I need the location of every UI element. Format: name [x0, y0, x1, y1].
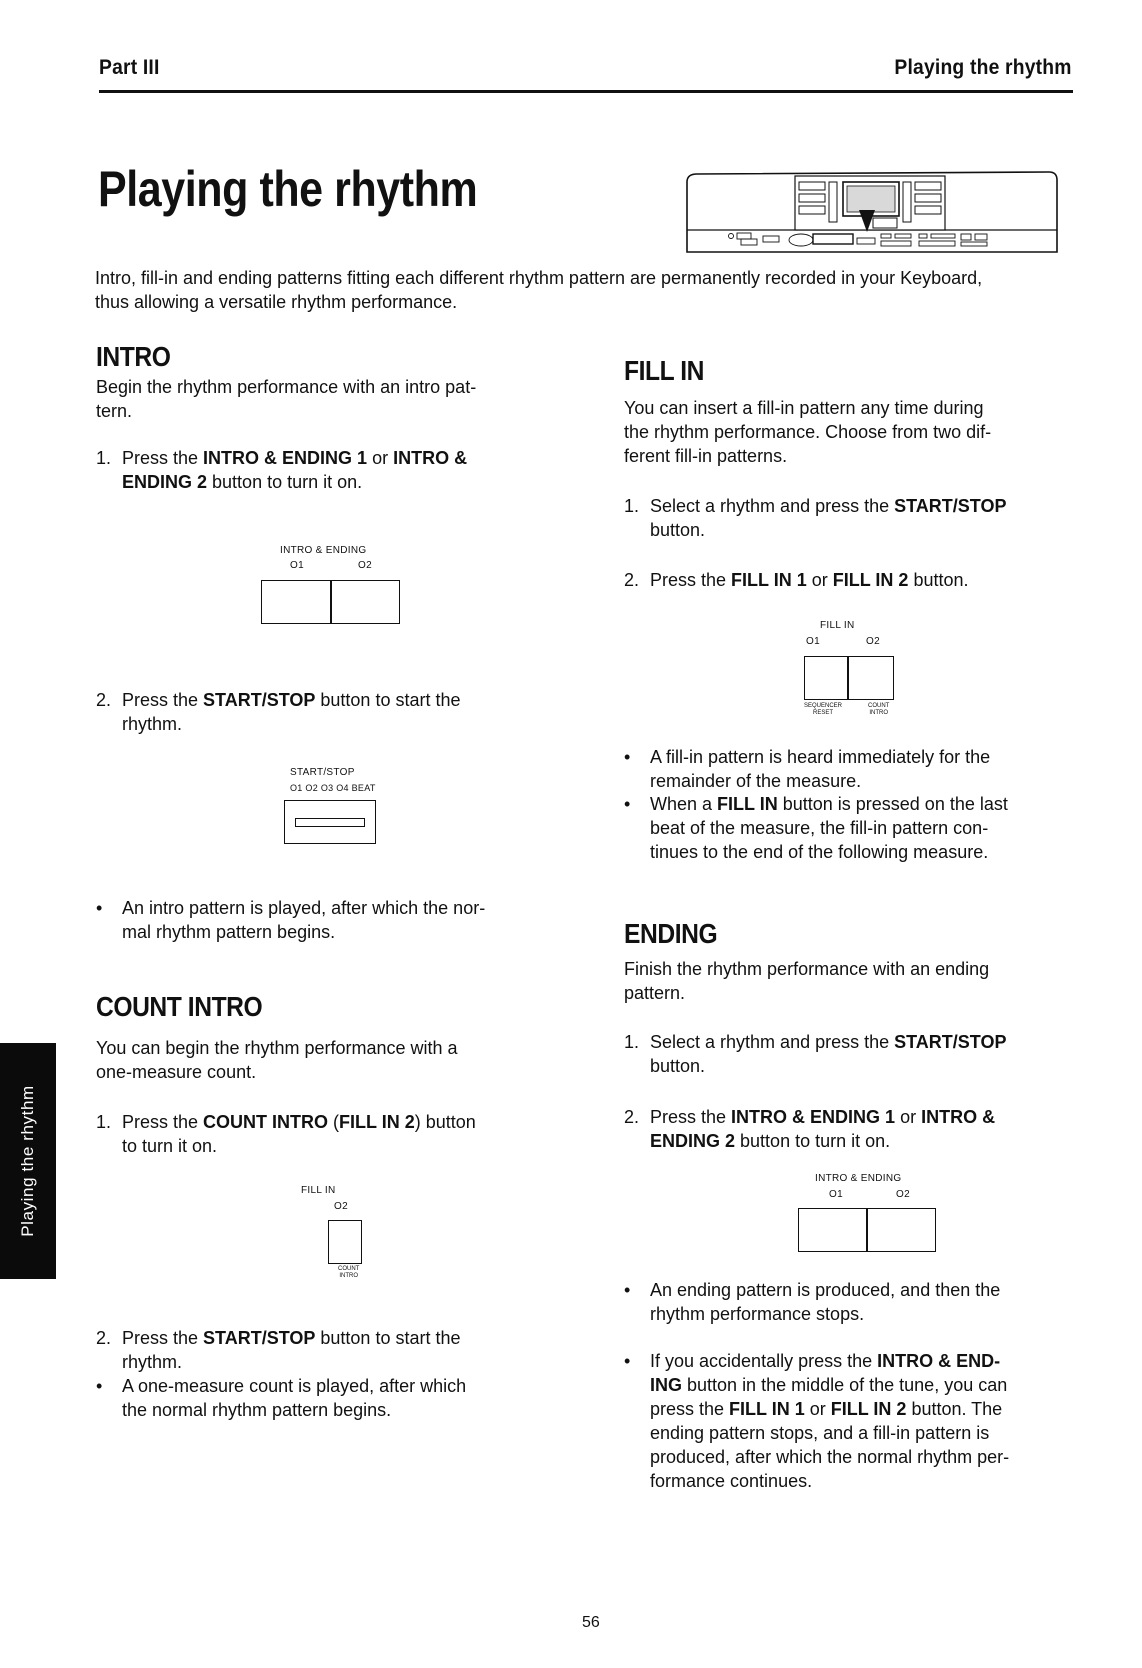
- sublabel-line: RESET: [813, 710, 834, 716]
- page-number: 56: [582, 1614, 600, 1631]
- sublabel-line: INTRO: [869, 710, 888, 716]
- button-divider: [866, 1209, 868, 1251]
- step-text: button.: [908, 570, 969, 590]
- fill-in-description: [624, 396, 991, 468]
- bullet-text: or: [804, 1399, 831, 1419]
- step-text: Select a rhythm and press the: [650, 1032, 895, 1052]
- bullet-text: An intro pattern is played, after which the nor-: [122, 898, 486, 918]
- step-text: or: [367, 448, 394, 468]
- sublabel-line: COUNT: [338, 1266, 360, 1272]
- ending-step-2: [624, 1105, 1074, 1153]
- fill-in-figure-number-2: O2: [866, 636, 880, 647]
- side-chapter-tab-label: Playing the rhythm: [18, 1085, 37, 1237]
- ending-intro-ending-button-group: [798, 1208, 936, 1252]
- step-text: button.: [650, 1056, 706, 1076]
- ending-step-1: [624, 1030, 1074, 1078]
- bullet-text: remainder of the measure.: [650, 771, 862, 791]
- step-text: or: [895, 1107, 922, 1127]
- count-intro-description-line: one-measure count.: [96, 1062, 257, 1082]
- count-intro-step-2: [96, 1326, 566, 1374]
- bullet-text: rhythm performance stops.: [650, 1304, 865, 1324]
- button-name: ENDING 2: [650, 1131, 736, 1151]
- intro-bullet: [96, 896, 566, 944]
- bullet-text: An ending pattern is produced, and then the: [650, 1280, 1001, 1300]
- ending-bullet-2: [624, 1349, 1074, 1493]
- fill-in-step-1: [624, 494, 1074, 542]
- intro-description-line: tern.: [96, 401, 133, 421]
- button-name: ENDING 2: [122, 472, 208, 492]
- step-text: Press the: [122, 690, 204, 710]
- step-text: ) button: [414, 1112, 476, 1132]
- button-name: INTRO &: [921, 1107, 996, 1127]
- step-text: button to start the: [315, 690, 461, 710]
- fill-in-figure-label: FILL IN: [820, 620, 855, 631]
- button-name: FILL IN 1: [729, 1399, 805, 1419]
- section-heading-fill-in: FILL IN: [624, 355, 704, 386]
- step-text: button to turn it on.: [207, 472, 363, 492]
- bullet-dot: •: [624, 1351, 631, 1371]
- button-name: INTRO &: [393, 448, 468, 468]
- button-name: FILL IN 1: [731, 570, 807, 590]
- count-intro-step-1: [96, 1110, 566, 1158]
- count-intro-bullet: [96, 1374, 566, 1422]
- page-title: Playing the rhythm: [98, 161, 478, 217]
- bullet-text: If you accidentally press the: [650, 1351, 878, 1371]
- bullet-text: ending pattern stops, and a fill-in pattern is: [650, 1423, 990, 1443]
- intro-ending-figure-number-2: O2: [358, 560, 372, 571]
- fill-in-bullet-1: [624, 745, 1074, 793]
- button-name: START/STOP: [894, 1032, 1007, 1052]
- intro-description-line: Begin the rhythm performance with an intro pat-: [96, 377, 477, 397]
- bullet-text: beat of the measure, the fill-in pattern con-: [650, 818, 989, 838]
- intro-ending-figure-label: INTRO & ENDING: [280, 545, 367, 556]
- button-name: FILL IN 2: [339, 1112, 415, 1132]
- fill-in-button-group: [804, 656, 894, 700]
- count-intro-figure-number: O2: [334, 1201, 348, 1212]
- button-divider: [847, 657, 849, 699]
- keyboard-panel-illustration: [683, 168, 1061, 268]
- bullet-dot: •: [624, 794, 631, 814]
- button-name: INTRO & ENDING 1: [203, 448, 368, 468]
- bullet-text: the normal rhythm pattern begins.: [122, 1400, 392, 1420]
- button-divider: [330, 581, 332, 623]
- step-text: Press the: [122, 1328, 204, 1348]
- bullet-text: formance continues.: [650, 1471, 813, 1491]
- fill-in-figure-number-1: O1: [806, 636, 820, 647]
- ending-figure-number-1: O1: [829, 1189, 843, 1200]
- step-text: to turn it on.: [122, 1136, 218, 1156]
- intro-paragraph: Intro, fill-in and ending patterns fitting each different rhythm pattern are permanently recorded in your Keyboard, thus allowing a versatile rhythm performance.: [95, 268, 983, 312]
- count-intro-description-line: You can begin the rhythm performance with a: [96, 1038, 458, 1058]
- intro-ending-figure-number-1: O1: [290, 560, 304, 571]
- bullet-dot: •: [624, 747, 631, 767]
- step-text: rhythm.: [122, 714, 183, 734]
- intro-step-2: [96, 688, 556, 736]
- bullet-text: When a: [650, 794, 718, 814]
- bullet-dot: •: [96, 1376, 103, 1396]
- ending-description-line: Finish the rhythm performance with an ending: [624, 959, 990, 979]
- header-part-label: Part III: [99, 56, 160, 79]
- bullet-text: button is pressed on the last: [777, 794, 1008, 814]
- button-name: INTRO & END-: [877, 1351, 1001, 1371]
- section-heading-intro: INTRO: [96, 341, 171, 372]
- fill-in-sublabel-right: [868, 703, 889, 717]
- step-text: button to start the: [315, 1328, 461, 1348]
- bullet-text: button. The: [906, 1399, 1003, 1419]
- bullet-text: press the: [650, 1399, 730, 1419]
- section-heading-ending: ENDING: [624, 918, 718, 949]
- bullet-text: produced, after which the normal rhythm per-: [650, 1447, 1010, 1467]
- count-intro-button-sublabel: [338, 1266, 359, 1280]
- step-text: Select a rhythm and press the: [650, 496, 895, 516]
- header-section-label: Playing the rhythm: [894, 56, 1072, 79]
- side-chapter-tab: [0, 1043, 56, 1279]
- button-name: START/STOP: [203, 1328, 316, 1348]
- step-text: Press the: [122, 448, 204, 468]
- step-number: 1.: [96, 1112, 112, 1132]
- ending-figure-number-2: O2: [896, 1189, 910, 1200]
- bullet-dot: •: [96, 898, 103, 918]
- button-name: START/STOP: [203, 690, 316, 710]
- bullet-text: tinues to the end of the following measure.: [650, 842, 989, 862]
- step-text: (: [328, 1112, 340, 1132]
- bullet-text: button in the middle of the tune, you can: [682, 1375, 1008, 1395]
- bullet-dot: •: [624, 1280, 631, 1300]
- step-text: Press the: [122, 1112, 204, 1132]
- ending-figure-label: INTRO & ENDING: [815, 1173, 902, 1184]
- fill-in-step-2: [624, 568, 1074, 592]
- start-stop-button-slot: [295, 818, 365, 827]
- button-name: ING: [650, 1375, 683, 1395]
- intro-step-1: [96, 446, 556, 494]
- start-stop-button: [284, 800, 376, 844]
- ending-description-line: pattern.: [624, 983, 686, 1003]
- section-heading-count-intro: COUNT INTRO: [96, 991, 263, 1022]
- fill-in-description-line: the rhythm performance. Choose from two dif-: [624, 422, 992, 442]
- count-intro-description: [96, 1036, 458, 1084]
- header-rule: [99, 90, 1073, 93]
- button-name: FILL IN 2: [832, 570, 909, 590]
- step-number: 2.: [624, 570, 640, 590]
- bullet-text: mal rhythm pattern begins.: [122, 922, 336, 942]
- step-text: or: [806, 570, 833, 590]
- start-stop-beat-indicators: O1 O2 O3 O4 BEAT: [290, 783, 376, 793]
- fill-in-description-line: ferent fill-in patterns.: [624, 446, 788, 466]
- button-name: START/STOP: [894, 496, 1007, 516]
- button-name: FILL IN 2: [830, 1399, 907, 1419]
- sublabel-line: SEQUENCER: [804, 703, 843, 709]
- step-number: 1.: [624, 1032, 640, 1052]
- start-stop-figure-label: START/STOP: [290, 767, 355, 778]
- fill-in-2-count-intro-button: [328, 1220, 362, 1264]
- step-number: 2.: [624, 1107, 640, 1127]
- button-name: COUNT INTRO: [203, 1112, 329, 1132]
- ending-description: [624, 957, 989, 1005]
- sublabel-line: INTRO: [339, 1273, 358, 1279]
- fill-in-bullet-2: [624, 792, 1074, 864]
- step-text: button to turn it on.: [735, 1131, 891, 1151]
- bullet-text: A one-measure count is played, after which: [122, 1376, 467, 1396]
- count-intro-figure-label: FILL IN: [301, 1185, 336, 1196]
- step-text: button.: [650, 520, 706, 540]
- button-name: FILL IN: [717, 794, 778, 814]
- bullet-text: A fill-in pattern is heard immediately for the: [650, 747, 991, 767]
- step-text: Press the: [650, 570, 732, 590]
- fill-in-sublabel-left: [804, 703, 842, 717]
- fill-in-description-line: You can insert a fill-in pattern any time during: [624, 398, 984, 418]
- step-text: Press the: [650, 1107, 732, 1127]
- intro-ending-button-group: [261, 580, 400, 624]
- step-number: 2.: [96, 1328, 112, 1348]
- step-text: rhythm.: [122, 1352, 183, 1372]
- step-number: 1.: [624, 496, 640, 516]
- sublabel-line: COUNT: [868, 703, 890, 709]
- ending-bullet-1: [624, 1278, 1074, 1326]
- button-name: INTRO & ENDING 1: [731, 1107, 896, 1127]
- step-number: 2.: [96, 690, 112, 710]
- intro-description: [96, 375, 476, 423]
- step-number: 1.: [96, 448, 112, 468]
